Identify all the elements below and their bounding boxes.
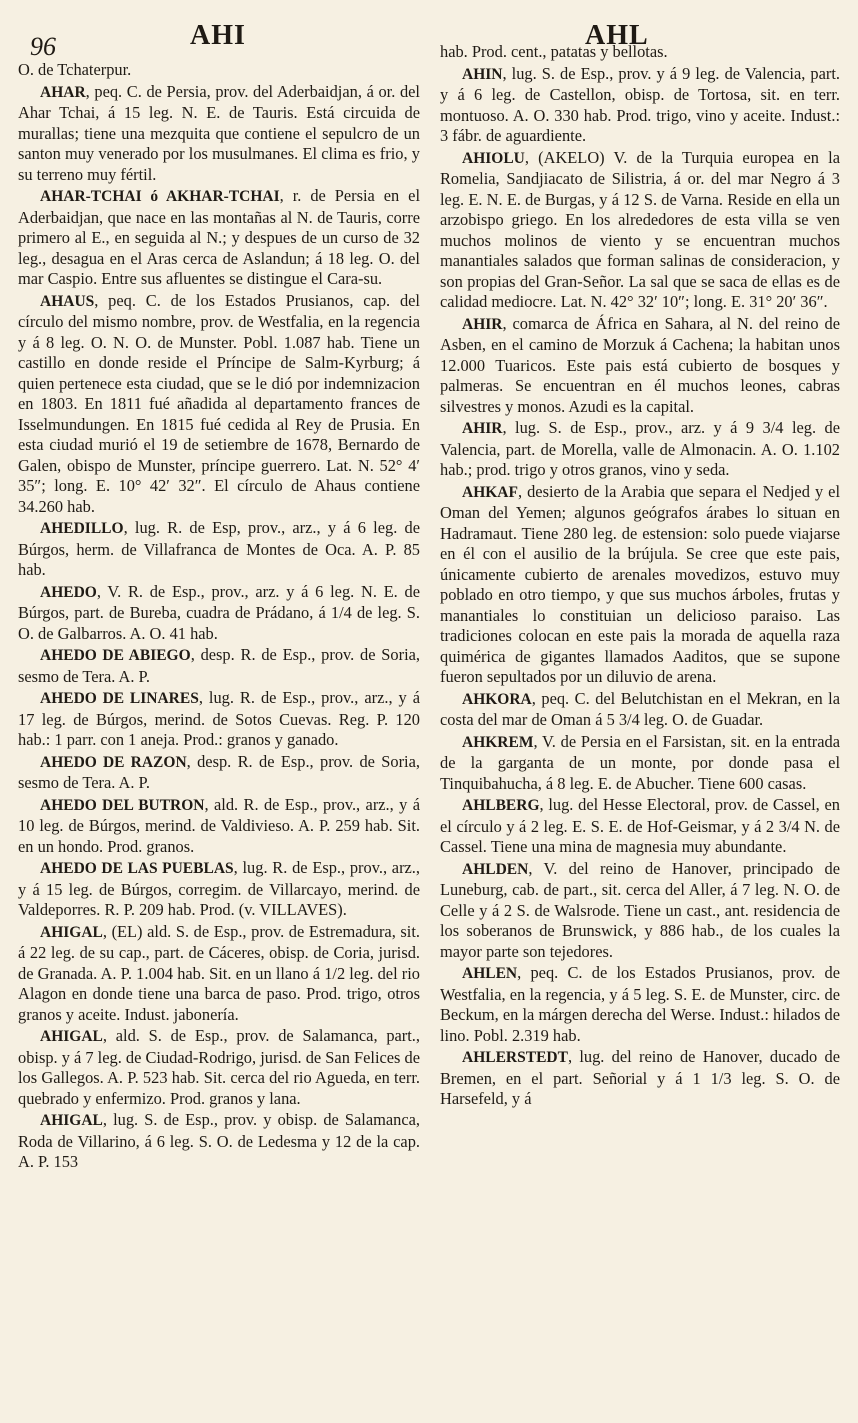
dictionary-entry	[440, 314, 840, 418]
dictionary-entry	[18, 582, 420, 645]
entry-text: , (AKELO) V. de la Turquia europea en la Romelia, Sandjiacato de Silistria, á or. del mar Negro á 3 leg. E. N. E. de Burgas, y á 12 S. de Varna. Reside en ella un arzobispo griego. En los alrededores de esta villa se ven muchos molinos de viento y se encuentran muchos manantiales salados que forman salinas de consideracion, y son propias del Gran-Señor. La sal que se saca de ellas es de calidad mediocre. Lat. N. 42° 32′ 10″; long. E. 31° 20′ 36″.	[440, 147, 840, 311]
entry-headword: AHAR-TCHAI ó AKHAR-TCHAI	[40, 188, 280, 205]
dictionary-entry	[18, 186, 420, 290]
dictionary-entry	[440, 42, 840, 63]
entry-text: , lug. S. de Esp., prov. y obisp. de Salamanca, Roda de Villarino, á 6 leg. S. O. de Ledesma y 12 de la cap. A. P. 153	[18, 1110, 420, 1171]
dictionary-entry	[440, 64, 840, 147]
entry-text: , lug. R. de Esp, prov., arz., y á 6 leg. de Búrgos, herm. de Villafranca de Montes de Oca. A. P. 85 hab.	[18, 518, 420, 579]
dictionary-entry	[18, 858, 420, 921]
dictionary-entry	[440, 689, 840, 731]
entry-text: , V. del reino de Hanover, principado de Luneburg, cab. de part., sit. cerca del Aller, á 7 leg. N. O. de Celle y á 2 S. de Walsrode. Tiene un cast., ant. residencia de los soberanos de Brunswick, y 886 hab., de los cuales la mayor parte son tejedores.	[440, 858, 840, 961]
left-column	[18, 60, 420, 1410]
entry-text: , lug. S. de Esp., prov., arz. y á 9 3/4 leg. de Valencia, part. de Morella, valle de Almonacin. A. O. 1.102 hab.; prod. trigo y otros granos, vino y seda.	[440, 418, 840, 479]
entry-text: O. de Tchaterpur.	[18, 60, 132, 79]
dictionary-entry	[440, 418, 840, 481]
entry-text: , desp. R. de Esp., prov. de Soria, sesmo de Tera. A. P.	[18, 751, 420, 792]
entry-headword: AHLERSTEDT	[462, 1049, 568, 1066]
dictionary-entry	[440, 148, 840, 313]
entry-text: , desierto de la Arabia que separa el Nedjed y el Oman del Yemen; algunos geógrafos árabes lo situan en Hadramaut. Tiene 280 leg. de estension: solo puede viajarse en él con el ausilio de la brújula. Se cree que este pais, únicamente cubierto de arenales movedizos, estuvo muy poblado en otro tiempo, y que sus muchos árboles, frutas y manantiales lo constituian un delicioso paraiso. Las tradiciones colocan en este pais la morada de aquella raza quimérica de gigantes llamados Aaditos, que se supone fueron sepultados por un diluvio de arena.	[440, 481, 840, 686]
dictionary-entry	[18, 518, 420, 581]
entry-text: hab. Prod. cent., patatas y bellotas.	[440, 42, 668, 61]
entry-headword: AHEDO DE LAS PUEBLAS	[40, 860, 234, 877]
dictionary-entry	[440, 1047, 840, 1110]
entry-headword: AHLDEN	[462, 860, 529, 878]
dictionary-entry	[18, 922, 420, 1026]
dictionary-entry	[440, 795, 840, 858]
right-column	[440, 42, 840, 1392]
running-head-left: AHI	[190, 20, 246, 51]
dictionary-entry	[440, 732, 840, 795]
entry-headword: AHIGAL	[40, 1028, 103, 1045]
entry-text: , lug. R. de Esp., prov., arz., y á 15 leg. de Búrgos, corregim. de Villarcayo, merind. de Valdeporres. R. P. 209 hab. Prod. (v. VILLAVES).	[18, 858, 420, 919]
entry-text: , peq. C. de Persia, prov. del Aderbaidjan, á or. del Ahar Tchai, á 15 leg. N. E. de Tauris. Está circuida de murallas; tiene una mezquita que contiene el sepulcro de un santon muy venerado por los musulmanes. El clima es frio, y su terreno muy fértil.	[18, 81, 420, 184]
entry-headword: AHAUS	[40, 292, 95, 310]
entry-text: , peq. C. de los Estados Prusianos, prov. de Westfalia, en la regencia, y á 5 leg. S. E. de Munster, circ. de Beckum, en la márgen derecha del Werse. Indust.: hilados de lino. Pobl. 2.319 hab.	[440, 963, 840, 1045]
dictionary-entry	[440, 963, 840, 1046]
entry-text: , (EL) ald. S. de Esp., prov. de Estremadura, sit. á 22 leg. de su cap., part. de Cáceres, obisp. de Coria, jurisd. de Granada. A. P. 1.004 hab. Sit. en un llano á 1/2 leg. del rio Alagon en donde tiene una barca de paso. Prod. trigo, otros granos y aceite. Indust. jabonería.	[18, 921, 420, 1024]
dictionary-entry	[440, 859, 840, 963]
entry-text: , lug. S. de Esp., prov. y á 9 leg. de Valencia, part. y á 6 leg. de Castellon, obisp. de Tortosa, sit. en terr. montuoso. A. O. 330 hab. Prod. trigo, vino y aceite. Indust.: 3 fábr. de aguardiente.	[440, 63, 840, 145]
dictionary-entry	[18, 645, 420, 687]
entry-text: , comarca de África en Sahara, al N. del reino de Asben, en el camino de Morzuk á Cachena; la habitan unos 12.000 Tuaricos. Este pais está cubierto de bosques y palmeras. Se encuentran en él muchos leones, cabras silvestres y monos. Azudi es la capital.	[440, 313, 840, 416]
entry-headword: AHIN	[462, 65, 503, 83]
entry-headword: AHAR	[40, 83, 86, 101]
entry-text: , peq. C. de los Estados Prusianos, cap. del círculo del mismo nombre, prov. de Westfalia, en la regencia y á 8 leg. O. N. O. de Munster. Pobl. 1.087 hab. Tiene un castillo en donde reside el Príncipe de Salm-Kyrburg; á quien pertenece esta ciudad, que se le dió por indemnizacion en 1803. En 1811 fué añadida al departamento frances de Isselmundungen. En 1815 fué cedida al Rey de Prusia. En esta ciudad murió el 19 de setiembre de 1678, Bernardo de Galen, obispo de Munster, príncipe guerrero. Lat. N. 52° 4′ 35″; long. E. 10° 42′ 32″. El círculo de Ahaus contiene 34.260 hab.	[18, 290, 420, 516]
entry-headword: AHKORA	[462, 690, 532, 708]
entry-text: , r. de Persia en el Aderbaidjan, que nace en las montañas al N. de Tauris, corre primero al E., en seguida al N.; y despues de un curso de 32 leg., desagua en el Aras cerca de Aslandun; á 18 leg. O. del mar Caspio. Entre sus afluentes se distingue el Cara-su.	[18, 186, 420, 288]
entry-headword: AHEDO DEL BUTRON	[40, 796, 205, 814]
entry-text: , ald. R. de Esp., prov., arz., y á 10 leg. de Búrgos, merind. de Valdivieso. A. P. 259 hab. Sit. en un hondo. Prod. granos.	[18, 794, 420, 856]
entry-headword: AHIGAL	[40, 1112, 103, 1129]
entry-headword: AHKAF	[462, 483, 518, 501]
dictionary-entry	[18, 291, 420, 518]
entry-headword: AHIR	[462, 315, 503, 333]
entry-headword: AHEDO DE LINARES	[40, 690, 199, 707]
entry-text: , peq. C. del Belutchistan en el Mekran, en la costa del mar de Oman á 5 3/4 leg. O. de Guadar.	[440, 688, 840, 729]
dictionary-entry	[440, 482, 840, 688]
entry-text: , lug. del reino de Hanover, ducado de Bremen, en el part. Señorial y á 1 1/3 leg. S. O. de Harsefeld, y á	[440, 1047, 840, 1108]
dictionary-entry	[18, 752, 420, 794]
entry-headword: AHEDO	[40, 583, 97, 601]
page-number: 96	[30, 32, 56, 61]
dictionary-entry	[18, 82, 420, 186]
entry-text: , ald. S. de Esp., prov. de Salamanca, part., obisp. y á 7 leg. de Ciudad-Rodrigo, jurisd. de San Felices de los Gallegos. A. P. 523 hab. Sit. cerca del rio Agueda, en terr. quebrado y enfermizo. Prod. granos y lana.	[18, 1026, 420, 1108]
entry-text: , desp. R. de Esp., prov. de Soria, sesmo de Tera. A. P.	[18, 645, 420, 686]
entry-headword: AHKREM	[462, 733, 534, 751]
entry-headword: AHLEN	[462, 965, 518, 982]
entry-text: , V. de Persia en el Farsistan, sit. en la entrada de la garganta de un monte, por donde pasa el Tinquibahucha, á 8 leg. E. de Abucher. Tiene 600 casas.	[440, 731, 840, 793]
dictionary-entry	[18, 1110, 420, 1173]
entry-text: , lug. R. de Esp., prov., arz., y á 17 leg. de Búrgos, merind. de Sotos Cuevas. Reg. P. 120 hab.: 1 parr. con 1 aneja. Prod.: granos y ganado.	[18, 688, 420, 749]
dictionary-entry	[18, 1026, 420, 1109]
entry-headword: AHEDILLO	[40, 520, 124, 537]
entry-text: , V. R. de Esp., prov., arz. y á 6 leg. N. E. de Búrgos, part. de Bureba, cuadra de Prádano, á 1/4 de leg. S. O. de Galbarros. A. O. 41 hab.	[18, 581, 420, 643]
dictionary-entry	[18, 60, 420, 81]
entry-headword: AHEDO DE RAZON	[40, 753, 187, 771]
entry-headword: AHIOLU	[462, 149, 525, 167]
dictionary-entry	[18, 688, 420, 751]
running-head-right: AHL	[585, 20, 649, 51]
entry-headword: AHEDO DE ABIEGO	[40, 647, 191, 664]
entry-headword: AHIGAL	[40, 923, 103, 941]
entry-headword: AHIR	[462, 420, 503, 437]
entry-text: , lug. del Hesse Electoral, prov. de Cassel, en el círculo y á 2 leg. E. S. E. de Hof-Geismar, y á 2 3/4 N. de Cassel. Tiene una mina de magnesia muy abundante.	[440, 795, 840, 856]
entry-headword: AHLBERG	[462, 797, 540, 814]
dictionary-entry	[18, 795, 420, 858]
